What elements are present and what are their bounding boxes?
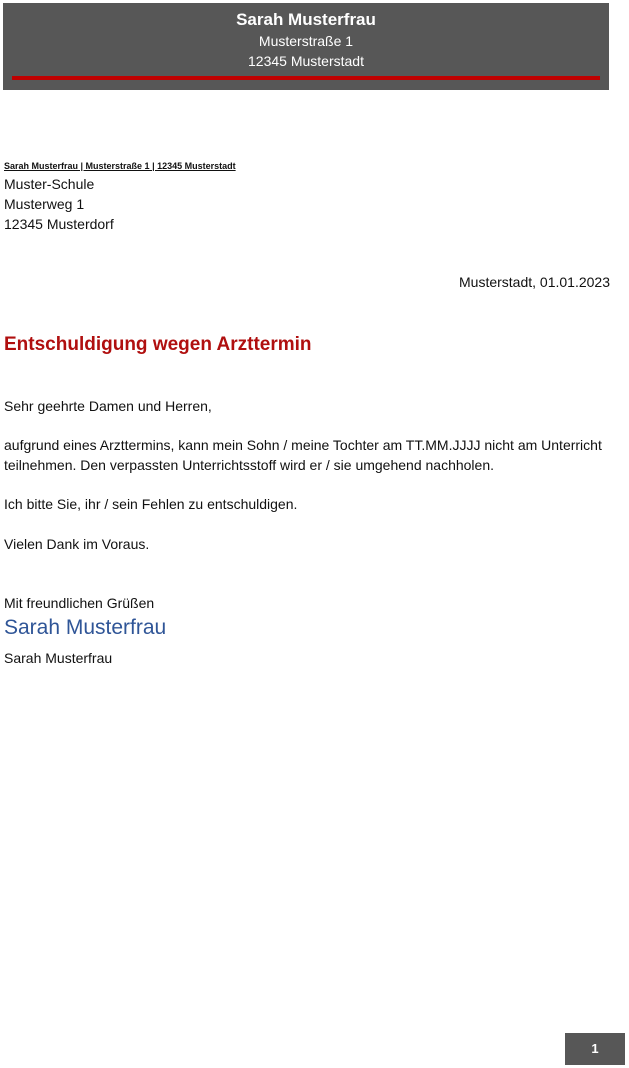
sender-return-line: Sarah Musterfrau | Musterstraße 1 | 12345 Musterstadt	[4, 161, 236, 171]
place-date: Musterstadt, 01.01.2023	[459, 274, 610, 290]
body-paragraph-1: aufgrund eines Arzttermins, kann mein Sohn / meine Tochter am TT.MM.JJJJ nicht am Unterricht teilnehmen. Den verpassten Unterrichtsstoff wird er / sie umgehend nachholen.	[4, 437, 602, 473]
letterhead-street: Musterstraße 1	[258, 33, 354, 49]
letterhead-band	[3, 3, 609, 90]
letterhead-name: Sarah Musterfrau	[236, 10, 376, 29]
recipient-street: Musterweg 1	[4, 196, 85, 212]
letter-subject: Entschuldigung wegen Arzttermin	[4, 334, 312, 355]
closing-phrase: Mit freundlichen Grüßen	[4, 595, 155, 611]
letterhead-red-rule	[12, 76, 600, 80]
salutation: Sehr geehrte Damen und Herren,	[4, 398, 212, 414]
body-paragraph-2: Ich bitte Sie, ihr / sein Fehlen zu entschuldigen.	[4, 496, 298, 512]
recipient-city: 12345 Musterdorf	[4, 216, 114, 232]
handwritten-signature: Sarah Musterfrau	[4, 616, 167, 639]
letterhead-city: 12345 Musterstadt	[248, 53, 364, 69]
signer-name: Sarah Musterfrau	[4, 650, 113, 666]
body-paragraph-3: Vielen Dank im Voraus.	[4, 536, 150, 552]
page-number: 1	[565, 1033, 625, 1065]
recipient-name: Muster-Schule	[4, 176, 95, 192]
